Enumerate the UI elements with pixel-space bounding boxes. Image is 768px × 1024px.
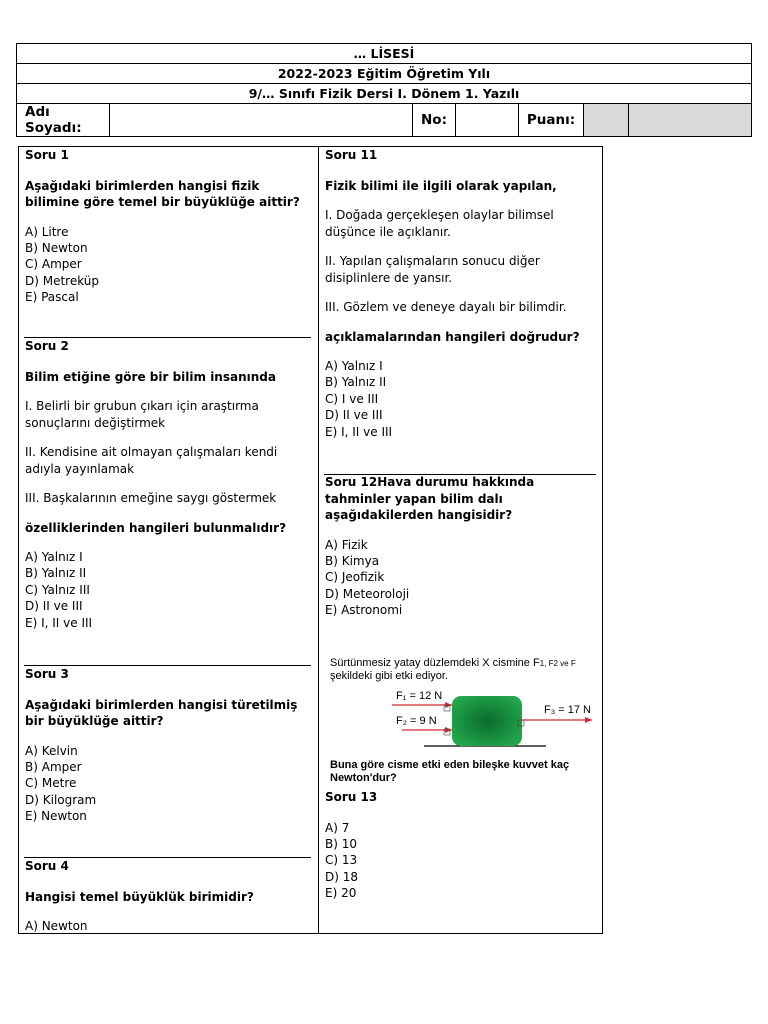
option-e[interactable]: E) Astronomi (325, 603, 403, 618)
question-13-title: Soru 13 (325, 790, 378, 804)
academic-year: 2022-2023 Eğitim Öğretim Yılı (17, 64, 752, 84)
option-a[interactable]: A) 7 (325, 820, 350, 835)
option-e[interactable]: E) I, II ve III (325, 424, 393, 439)
question-3-title: Soru 3 (25, 667, 69, 681)
statement-1: I. Belirli bir grubun çıkarı için araştırma sonuçlarını değiştirmek (25, 399, 259, 430)
question-1-text: Aşağıdaki birimlerden hangisi fizik bilimine göre temel bir büyüklüğe aittir? (25, 178, 300, 209)
option-a[interactable]: A) Fizik (325, 537, 368, 552)
figure-intro: Sürtünmesiz yatay düzlemdeki X cismine F1, F2 ve F (330, 657, 576, 669)
option-d[interactable]: D) Meteoroloji (325, 586, 410, 601)
option-d[interactable]: D) Metreküp (25, 273, 100, 288)
question-11-text: Fizik bilimi ile ilgili olarak yapılan, (325, 178, 557, 193)
column-divider (318, 146, 319, 934)
option-b[interactable]: B) Amper (25, 759, 82, 774)
force-diagram (324, 650, 604, 790)
exam-header (16, 43, 752, 137)
option-d[interactable]: D) Kilogram (25, 792, 97, 807)
option-c[interactable]: C) 13 (325, 853, 358, 868)
question-13 (325, 789, 595, 902)
name-field[interactable] (110, 104, 413, 137)
option-c[interactable]: C) Jeofizik (325, 570, 385, 585)
statement-3: III. Başkalarının emeğine saygı göstermek (25, 491, 277, 505)
option-d[interactable]: D) 18 (325, 869, 359, 884)
question-2-prompt: özelliklerinden hangileri bulunmalıdır? (25, 520, 287, 535)
option-e[interactable]: E) Newton (25, 809, 87, 824)
number-field[interactable] (456, 104, 519, 137)
exam-title: 9/… Sınıfı Fizik Dersi I. Dönem 1. Yazılı (17, 84, 752, 104)
score-label: Puanı: (519, 104, 584, 137)
statement-1: I. Doğada gerçekleşen olaylar bilimsel düşünce ile açıklanır. (325, 208, 554, 239)
option-a[interactable]: A) Kelvin (25, 743, 78, 758)
f3-label: F₃ = 17 N (544, 704, 591, 716)
option-c[interactable]: C) I ve III (325, 391, 379, 406)
f1-label: F₁ = 12 N (396, 690, 443, 702)
school-name: … LİSESİ (17, 44, 752, 64)
question-4-text: Hangisi temel büyüklük birimidir? (25, 889, 254, 904)
question-11-title: Soru 11 (325, 148, 378, 162)
option-b[interactable]: B) Yalnız II (25, 566, 87, 581)
figure-question: Buna göre cisme etki eden bileşke kuvvet kaç Newton'dur? (330, 759, 570, 784)
option-c[interactable]: C) Amper (25, 257, 82, 272)
option-e[interactable]: E) Pascal (25, 290, 79, 305)
question-12 (325, 474, 595, 619)
question-11 (325, 147, 595, 440)
option-a[interactable]: A) Yalnız I (25, 550, 83, 564)
option-d[interactable]: D) II ve III (325, 408, 383, 423)
number-label: No: (413, 104, 456, 137)
question-12-text: Soru 12Hava durumu hakkında tahminler yapan bilim dalı aşağıdakilerden hangisidir? (325, 475, 535, 522)
option-b[interactable]: B) Kimya (325, 553, 380, 568)
option-b[interactable]: B) 10 (325, 836, 357, 851)
question-1 (25, 147, 310, 306)
question-11-prompt: açıklamalarından hangileri doğrudur? (325, 329, 580, 344)
question-4 (25, 858, 310, 934)
question-12-title: Soru 12 (325, 475, 378, 489)
question-1-title: Soru 1 (25, 148, 69, 162)
question-4-title: Soru 4 (25, 859, 69, 873)
option-c[interactable]: C) Yalnız III (25, 582, 90, 597)
statement-2: II. Yapılan çalışmaların sonucu diğer disiplinlere de yansır. (325, 254, 540, 285)
question-3-text: Aşağıdaki birimlerden hangisi türetilmiş bir büyüklüğe aittir? (25, 697, 298, 728)
option-d[interactable]: D) II ve III (25, 599, 83, 614)
block-x (452, 696, 522, 746)
score-field-extra (629, 104, 752, 137)
statement-2: II. Kendisine ait olmayan çalışmaları kendi adıyla yayınlamak (25, 445, 278, 476)
question-2-text: Bilim etiğine göre bir bilim insanında (25, 369, 276, 384)
name-label: Adı Soyadı: (17, 104, 110, 137)
option-e[interactable]: E) I, II ve III (25, 615, 93, 630)
option-c[interactable]: C) Metre (25, 776, 77, 791)
option-a[interactable]: A) Newton (25, 919, 88, 933)
option-a[interactable]: A) Yalnız I (325, 359, 383, 373)
score-field[interactable] (584, 104, 629, 137)
option-b[interactable]: B) Yalnız II (325, 375, 387, 390)
option-a[interactable]: A) Litre (25, 224, 69, 239)
question-2 (25, 338, 310, 631)
statement-3: III. Gözlem ve deneye dayalı bir bilimdir. (325, 300, 567, 314)
question-3 (25, 666, 310, 825)
question-2-title: Soru 2 (25, 339, 69, 353)
figure-intro-2: şekildeki gibi etki ediyor. (330, 670, 449, 682)
option-b[interactable]: B) Newton (25, 240, 88, 255)
f2-label: F₂ = 9 N (396, 715, 437, 727)
option-e[interactable]: E) 20 (325, 886, 357, 901)
